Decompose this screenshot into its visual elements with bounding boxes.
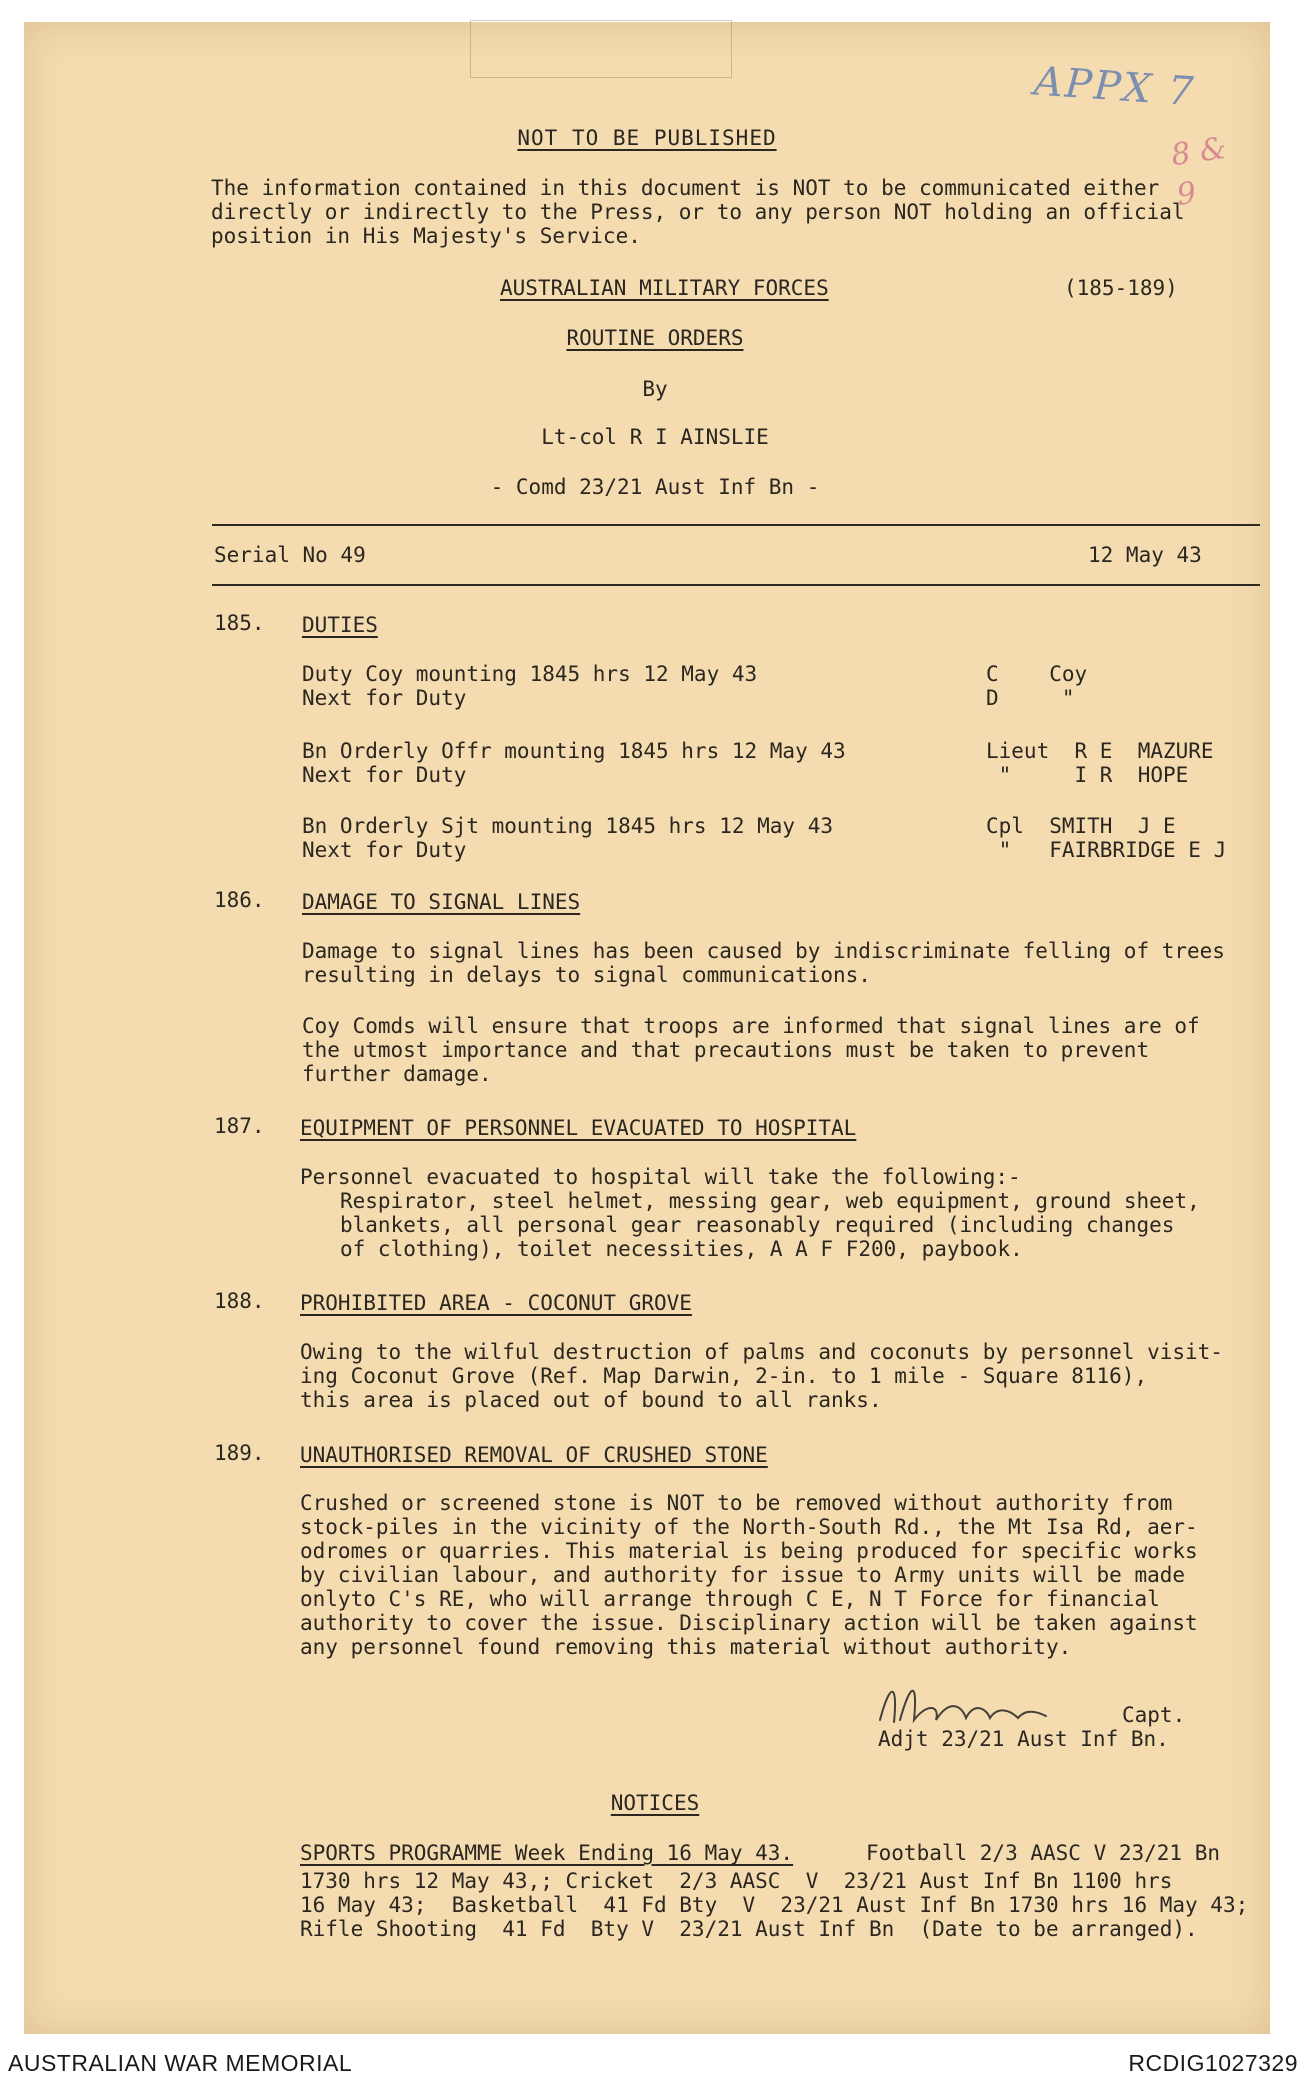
signoff-rank: Capt. — [1122, 1703, 1186, 1727]
order-187-line-3: blankets, all personal gear reasonably required (including changes — [340, 1213, 1175, 1237]
order-189-line-4: by civilian labour, and authority for issue to Army units will be made — [300, 1563, 1186, 1587]
duty-row-1-right: C Coy — [986, 662, 1088, 686]
sports-programme-title: SPORTS PROGRAMME Week Ending 16 May 43. — [300, 1841, 794, 1865]
order-189-title: UNAUTHORISED REMOVAL OF CRUSHED STONE — [300, 1443, 768, 1467]
signoff-appointment: Adjt 23/21 Aust Inf Bn. — [878, 1727, 1169, 1751]
paper-crease — [470, 20, 732, 78]
order-189-number: 189. — [214, 1441, 265, 1465]
order-date: 12 May 43 — [1088, 543, 1202, 567]
order-186-number: 186. — [214, 888, 265, 912]
duty-row-5-left: Bn Orderly Sjt mounting 1845 hrs 12 May 43 — [302, 814, 834, 838]
command: - Comd 23/21 Aust Inf Bn - — [490, 475, 820, 499]
not-to-be-published-heading: NOT TO BE PUBLISHED — [517, 126, 777, 150]
force-title: AUSTRALIAN MILITARY FORCES — [500, 276, 829, 300]
notice-line-2: directly or indirectly to the Press, or to any person NOT holding an official — [211, 200, 1185, 224]
order-189-line-3: odromes or quarries. This material is being produced for specific works — [300, 1539, 1198, 1563]
notices-heading: NOTICES — [610, 1791, 700, 1815]
order-186-p1-line-2: resulting in delays to signal communications. — [302, 963, 871, 987]
footer-record-id: RCDIG1027329 — [1128, 2050, 1298, 2076]
document-page — [24, 22, 1270, 2034]
duty-row-5-right: Cpl SMITH J E — [986, 814, 1176, 838]
sports-line-3: 16 May 43; Basketball 41 Fd Bty V 23/21 Aust Inf Bn 1730 hrs 16 May 43; — [300, 1893, 1249, 1917]
duty-row-3-right: Lieut R E MAZURE — [986, 739, 1214, 763]
serial-number: Serial No 49 — [214, 543, 366, 567]
sports-line-2: 1730 hrs 12 May 43,; Cricket 2/3 AASC V 23/21 Aust Inf Bn 1100 hrs — [300, 1869, 1173, 1893]
order-188-number: 188. — [214, 1289, 265, 1313]
order-186-p2-line-3: further damage. — [302, 1062, 492, 1086]
duty-row-4-left: Next for Duty — [302, 763, 467, 787]
top-rule — [212, 524, 1260, 526]
routine-orders-title: ROUTINE ORDERS — [566, 326, 744, 350]
sports-line-1-rest: Football 2/3 AASC V 23/21 Bn — [866, 1841, 1221, 1865]
order-188-title: PROHIBITED AREA - COCONUT GROVE — [300, 1291, 692, 1315]
commander: Lt-col R I AINSLIE — [541, 425, 769, 449]
notice-line-1: The information contained in this document is NOT to be communicated either — [211, 176, 1160, 200]
duty-row-4-right: " I R HOPE — [986, 763, 1189, 787]
order-186-p2-line-2: the utmost importance and that precautions must be taken to prevent — [302, 1038, 1150, 1062]
order-187-line-2: Respirator, steel helmet, messing gear, web equipment, ground sheet, — [340, 1189, 1200, 1213]
order-189-line-2: stock-piles in the vicinity of the North-South Rd., the Mt Isa Rd, aer- — [300, 1515, 1198, 1539]
sports-line-4: Rifle Shooting 41 Fd Bty V 23/21 Aust Inf Bn (Date to be arranged). — [300, 1917, 1198, 1941]
duty-row-3-left: Bn Orderly Offr mounting 1845 hrs 12 May 43 — [302, 739, 846, 763]
order-189-line-5: onlyto C's RE, who will arrange through C E, N T Force for financial — [300, 1587, 1160, 1611]
duty-row-1-left: Duty Coy mounting 1845 hrs 12 May 43 — [302, 662, 758, 686]
order-187-line-4: of clothing), toilet necessities, A A F F200, paybook. — [340, 1237, 1023, 1261]
order-185-number: 185. — [214, 611, 265, 635]
side-pencil-mark: 8 & 9 — [1169, 130, 1229, 213]
by-line: By — [642, 377, 668, 401]
appendix-pencil-mark: APPX 7 — [1032, 58, 1197, 116]
order-189-line-7: any personnel found removing this material without authority. — [300, 1635, 1072, 1659]
order-189-line-1: Crushed or screened stone is NOT to be removed without authority from — [300, 1491, 1173, 1515]
order-187-line-1: Personnel evacuated to hospital will take the following:- — [300, 1165, 1021, 1189]
order-188-line-2: ing Coconut Grove (Ref. Map Darwin, 2-in. to 1 mile - Square 8116), — [300, 1364, 1148, 1388]
order-187-title: EQUIPMENT OF PERSONNEL EVACUATED TO HOSPITAL — [300, 1116, 857, 1140]
bottom-rule — [212, 584, 1260, 586]
duty-row-6-left: Next for Duty — [302, 838, 467, 862]
order-189-line-6: authority to cover the issue. Disciplinary action will be taken against — [300, 1611, 1198, 1635]
order-186-p1-line-1: Damage to signal lines has been caused by indiscriminate felling of trees — [302, 939, 1225, 963]
order-186-p2-line-1: Coy Comds will ensure that troops are informed that signal lines are of — [302, 1014, 1200, 1038]
footer-institution: AUSTRALIAN WAR MEMORIAL — [8, 2050, 353, 2076]
duty-row-6-right: " FAIRBRIDGE E J — [986, 838, 1227, 862]
order-186-title: DAMAGE TO SIGNAL LINES — [302, 890, 581, 914]
duty-row-2-right: D " — [986, 686, 1075, 710]
order-187-number: 187. — [214, 1114, 265, 1138]
notice-line-3: position in His Majesty's Service. — [211, 224, 641, 248]
order-range: (185-189) — [1064, 276, 1178, 300]
order-188-line-3: this area is placed out of bound to all ranks. — [300, 1388, 882, 1412]
order-188-line-1: Owing to the wilful destruction of palms and coconuts by personnel visit- — [300, 1340, 1223, 1364]
duty-row-2-left: Next for Duty — [302, 686, 467, 710]
order-185-title: DUTIES — [302, 613, 378, 637]
